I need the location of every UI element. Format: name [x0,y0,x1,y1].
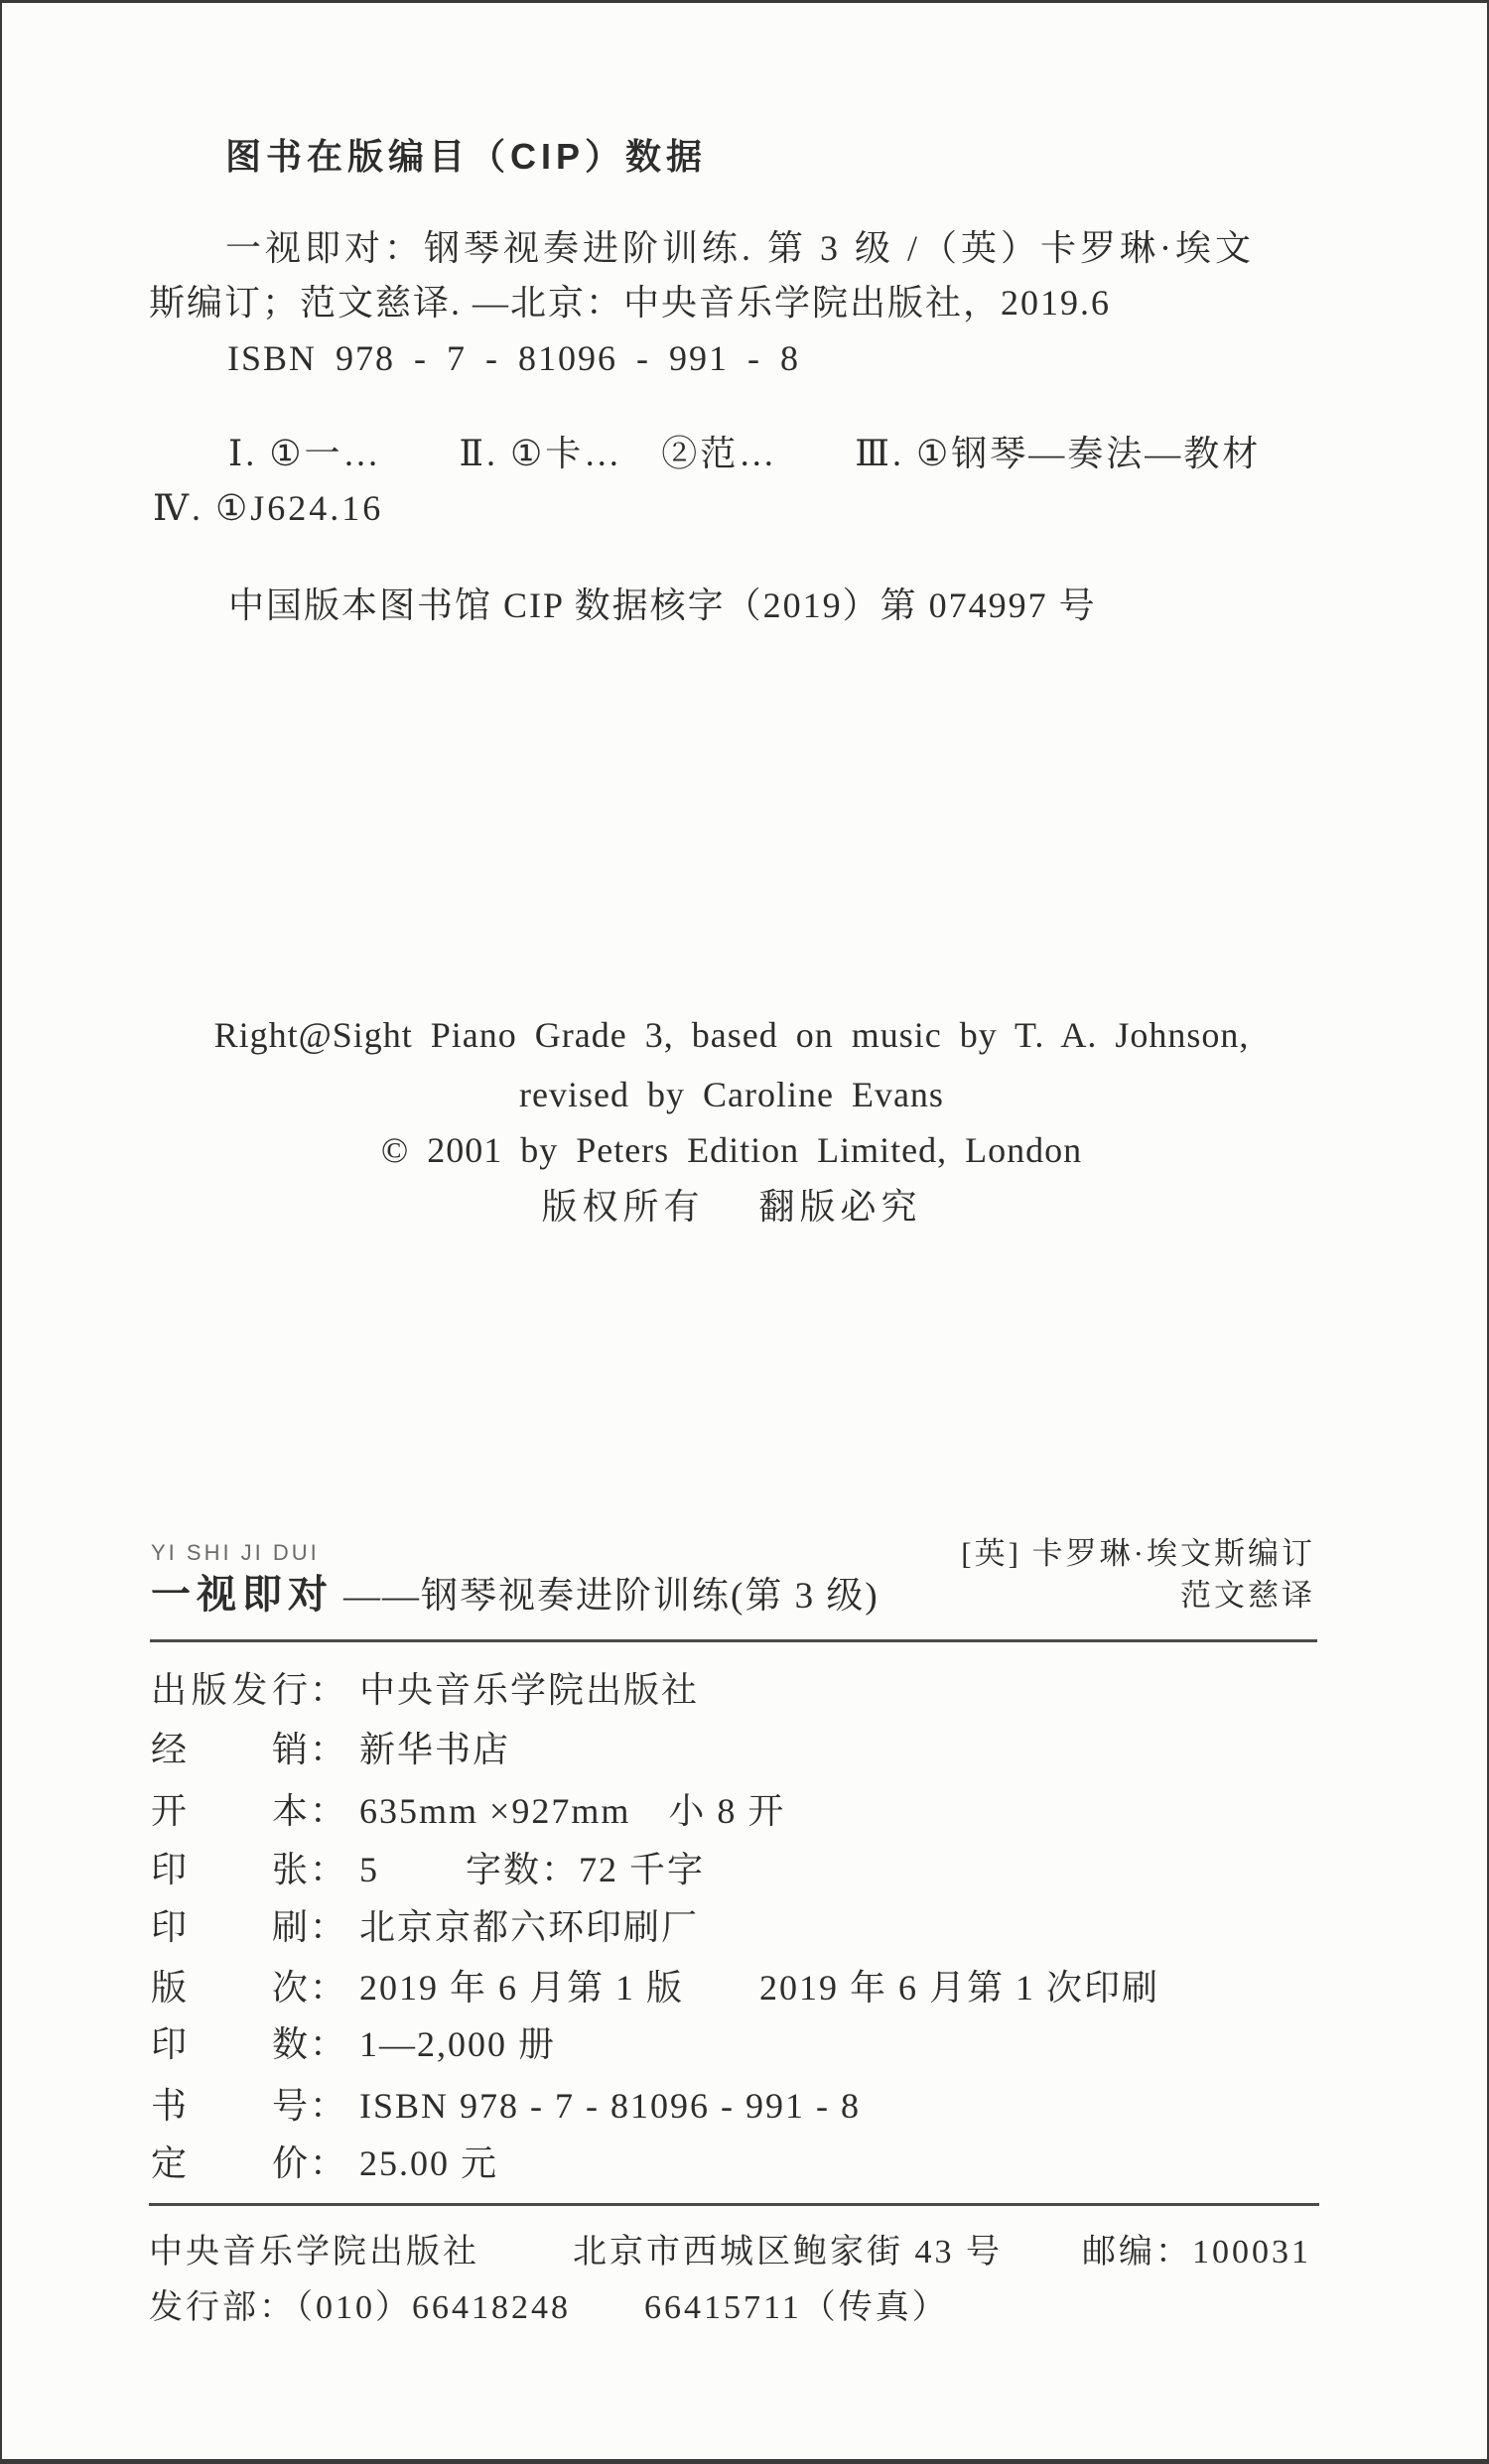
pub-row-sheets [151,1840,705,1899]
pub-label: 版 次 [151,1968,308,2008]
pub-label: 印 数 [151,2024,308,2064]
pub-colon: ： [310,2024,346,2064]
pub-label: 开 本 [151,1791,308,1831]
pub-row-publisher [151,1660,699,1720]
pub-colon: ： [310,1968,346,2008]
cip-paragraph-line2: 斯编订；范文慈译. —北京：中央音乐学院出版社，2019.6 [149,283,1112,323]
pub-row-printer [151,1897,699,1957]
cip-registry-line: 中国版本图书馆 CIP 数据核字（2019）第 074997 号 [228,585,1097,625]
copyright-english-line3: © 2001 by Peters Edition Limited, London [380,1130,1083,1170]
pub-label: 经 销 [151,1730,308,1769]
pub-value: 2019 年 6 月第 1 版 2019 年 6 月第 1 次印刷 [359,1968,1160,2008]
copyright-english-line1: Right@Sight Piano Grade 3, based on music by T. A. Johnson, [213,1015,1250,1055]
cip-heading: 图书在版编目（CIP）数据 [225,136,708,177]
footer-postcode: 邮编：100031 [1082,2234,1311,2270]
cip-classification-line1: Ⅰ. ①一… Ⅱ. ①卡… ②范… Ⅲ. ①钢琴—奏法—教材 [228,434,1262,473]
divider-rule-top [150,1639,1317,1642]
pub-row-isbn [151,2076,861,2136]
footer-distribution-phone: 发行部：（010）66418248 66415711（传真） [149,2289,949,2326]
footer-address: 北京市西城区鲍家街 43 号 [573,2234,1003,2270]
translator-credit: 范文慈译 [1180,1578,1315,1613]
pub-label: 出 版 发 行 [151,1670,308,1710]
cip-isbn-line: ISBN 978 - 7 - 81096 - 991 - 8 [227,338,800,378]
pub-value: 北京京都六环印刷厂 [359,1907,700,1947]
book-title-subtitle: ——钢琴视奏进阶训练(第 3 级) [343,1576,880,1617]
pub-colon: ： [310,1907,346,1947]
copyright-notice-chinese: 版权所有 翻版必究 [541,1187,922,1227]
divider-rule-bottom [149,2203,1319,2206]
pub-row-print-run [151,2014,556,2074]
pub-colon: ： [310,1850,346,1889]
book-title-row [151,1568,880,1621]
pub-value: 25.00 元 [359,2143,499,2183]
pub-colon: ： [310,1791,346,1831]
pub-colon: ： [310,2086,346,2126]
pub-label: 定 价 [151,2143,308,2183]
pub-value: ISBN 978 - 7 - 81096 - 991 - 8 [359,2086,861,2126]
pub-colon: ： [310,1670,346,1710]
pub-row-format [151,1781,785,1841]
cip-classification-line2: Ⅳ. ①J624.16 [153,488,384,528]
pub-label: 书 号 [151,2086,308,2126]
pub-colon: ： [310,2143,346,2183]
book-title-main: 一视即对 [151,1573,334,1617]
pub-label: 印 张 [151,1850,308,1889]
pub-row-edition [151,1958,1159,2017]
pub-value: 1—2,000 册 [359,2024,557,2064]
copyright-english-line2: revised by Caroline Evans [519,1075,944,1114]
pub-value: 新华书店 [359,1730,511,1769]
editor-credit: [英] 卡罗琳·埃文斯编订 [961,1536,1315,1571]
pub-label: 印 刷 [151,1907,308,1947]
pub-row-distribution [151,1720,510,1779]
pub-value: 5 字数：72 千字 [359,1850,706,1889]
pub-colon: ： [310,1730,346,1769]
title-pinyin: YI SHI JI DUI [151,1540,320,1565]
pub-value: 635mm ×927mm 小 8 开 [359,1791,786,1831]
pub-value: 中央音乐学院出版社 [359,1670,700,1710]
pub-row-price [151,2134,498,2193]
cip-paragraph-line1: 一视即对：钢琴视奏进阶训练. 第 3 级 /（英）卡罗琳·埃文 [225,228,1255,268]
footer-publisher: 中央音乐学院出版社 [149,2234,479,2270]
